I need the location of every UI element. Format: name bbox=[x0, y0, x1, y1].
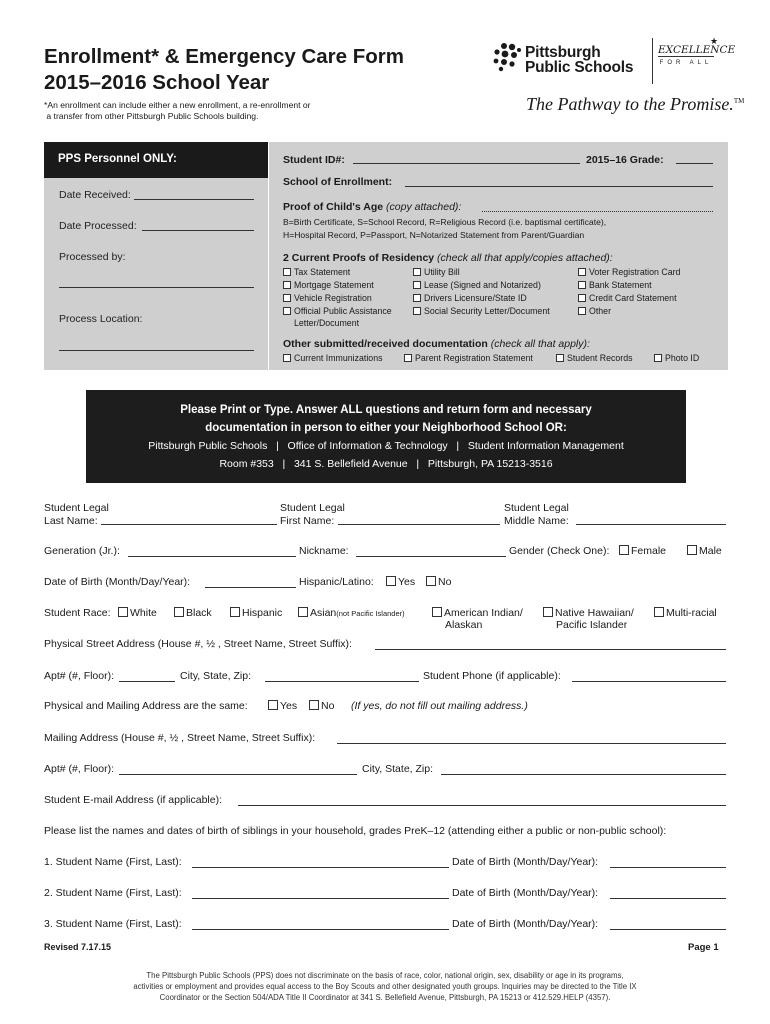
white-label: White bbox=[130, 607, 157, 619]
age-proof-note: (copy attached): bbox=[383, 201, 462, 213]
age-proof-field[interactable] bbox=[482, 211, 713, 212]
checkbox-icon bbox=[283, 294, 291, 302]
res-option-label: Other bbox=[589, 306, 612, 316]
checkbox-icon bbox=[578, 307, 586, 315]
sibling-3-label: 3. Student Name (First, Last): bbox=[44, 918, 182, 930]
mailing-city-label: City, State, Zip: bbox=[362, 763, 433, 775]
pps-personnel-heading: PPS Personnel ONLY: bbox=[44, 142, 268, 178]
checkbox-icon bbox=[298, 607, 308, 617]
checkbox-icon bbox=[174, 607, 184, 617]
siblings-instruction: Please list the names and dates of birth of siblings in your household, grades PreK–12 (attending either a public or non-public school): bbox=[44, 825, 667, 837]
first-name-label-2: First Name: bbox=[280, 515, 335, 527]
dob-label: Date of Birth (Month/Day/Year): bbox=[44, 576, 191, 588]
city-field[interactable] bbox=[265, 681, 419, 682]
female-label: Female bbox=[631, 545, 667, 557]
checkbox-icon bbox=[687, 545, 697, 555]
sibling-3-dob-field[interactable] bbox=[610, 929, 726, 930]
nondiscrimination-notice bbox=[60, 970, 710, 1003]
note-line1: *An enrollment can include either a new enrollment, a re-enrollment or bbox=[44, 100, 311, 110]
checkbox-icon bbox=[654, 607, 664, 617]
age-codes-line1: B=Birth Certificate, S=School Record, R=Religious Record (i.e. baptismal certificate), bbox=[283, 217, 607, 227]
checkbox-icon bbox=[118, 607, 128, 617]
residency-label: 2 Current Proofs of Residency bbox=[283, 252, 435, 264]
doc-option-label: Photo ID bbox=[665, 353, 700, 363]
date-received-label: Date Received: bbox=[59, 189, 131, 201]
checkbox-icon bbox=[283, 268, 291, 276]
hawaiian-cont: Pacific Islander bbox=[556, 619, 628, 631]
checkbox-icon bbox=[413, 281, 421, 289]
checkbox-icon bbox=[578, 281, 586, 289]
american-indian-cont: Alaskan bbox=[445, 619, 483, 631]
doc-option-label: Parent Registration Statement bbox=[415, 353, 533, 363]
checkbox-icon bbox=[654, 354, 662, 362]
res-voter-checkbox[interactable] bbox=[578, 266, 680, 279]
res-ssn-checkbox[interactable] bbox=[413, 305, 550, 318]
trademark-mark: TM bbox=[733, 97, 745, 105]
middle-name-label bbox=[504, 502, 569, 528]
student-id-field[interactable] bbox=[353, 163, 580, 164]
race-asian-checkbox[interactable] bbox=[298, 607, 405, 620]
for-all-text: FOR ALL bbox=[659, 60, 713, 66]
page-number: Page 1 bbox=[688, 942, 719, 953]
same-yes-checkbox[interactable] bbox=[268, 700, 297, 713]
sibling-1-dob-label: Date of Birth (Month/Day/Year): bbox=[452, 856, 599, 868]
other-docs-note: (check all that apply): bbox=[487, 338, 590, 350]
form-title bbox=[44, 44, 404, 96]
school-label: School of Enrollment: bbox=[283, 176, 393, 188]
instructions-line2: documentation in person to either your Neighborhood School OR: bbox=[205, 422, 567, 434]
res-credit-checkbox[interactable] bbox=[578, 292, 677, 305]
email-field[interactable] bbox=[238, 805, 726, 806]
res-option-label: Credit Card Statement bbox=[589, 293, 677, 303]
checkbox-icon bbox=[283, 281, 291, 289]
sibling-1-name-field[interactable] bbox=[192, 867, 449, 868]
checkbox-icon bbox=[426, 576, 436, 586]
checkbox-icon bbox=[230, 607, 240, 617]
logo-divider bbox=[652, 38, 653, 84]
revised-date: Revised 7.17.15 bbox=[44, 942, 112, 952]
checkbox-icon bbox=[619, 545, 629, 555]
checkbox-icon bbox=[386, 576, 396, 586]
checkbox-icon bbox=[413, 307, 421, 315]
hispanic-label: Hispanic/Latino: bbox=[299, 576, 374, 588]
res-license-checkbox[interactable] bbox=[413, 292, 527, 305]
race-black-checkbox[interactable] bbox=[174, 607, 212, 620]
residency-heading bbox=[283, 252, 613, 264]
checkbox-icon bbox=[283, 307, 291, 315]
logo-name bbox=[525, 45, 633, 75]
res-option-label: Vehicle Registration bbox=[294, 293, 372, 303]
sibling-3-name-field[interactable] bbox=[192, 929, 449, 930]
disc-line1: The Pittsburgh Public Schools (PPS) does not discriminate on the basis of race, color, national origin, sex, disability or age in its programs, bbox=[146, 971, 624, 980]
res-other-checkbox[interactable] bbox=[578, 305, 611, 318]
dob-field[interactable] bbox=[205, 587, 296, 588]
date-processed-field[interactable] bbox=[142, 230, 254, 231]
instructions-line4: Room #353 | 341 S. Bellefield Avenue | Pittsburgh, PA 15213-3516 bbox=[219, 458, 553, 470]
nickname-field[interactable] bbox=[356, 556, 506, 557]
middle-name-field[interactable] bbox=[576, 524, 726, 525]
tagline bbox=[526, 94, 744, 115]
res-vehicle-checkbox[interactable] bbox=[283, 292, 372, 305]
yes-label: Yes bbox=[280, 700, 298, 712]
star-icon: ★ bbox=[710, 36, 719, 46]
sibling-2-dob-label: Date of Birth (Month/Day/Year): bbox=[452, 887, 599, 899]
gender-label: Gender (Check One): bbox=[509, 545, 610, 557]
date-received-field[interactable] bbox=[134, 199, 254, 200]
pps-logo bbox=[492, 36, 745, 120]
multiracial-label: Multi-racial bbox=[666, 607, 717, 619]
last-name-label bbox=[44, 502, 109, 528]
instructions-box bbox=[86, 390, 686, 483]
doc-immunizations-checkbox[interactable] bbox=[283, 352, 383, 365]
phone-label: Student Phone (if applicable): bbox=[423, 670, 561, 682]
female-checkbox[interactable] bbox=[619, 545, 666, 558]
logo-name-line1: Pittsburgh bbox=[525, 44, 601, 61]
sibling-2-name-field[interactable] bbox=[192, 898, 449, 899]
race-multiracial-checkbox[interactable] bbox=[654, 607, 717, 620]
res-utility-checkbox[interactable] bbox=[413, 266, 460, 279]
res-option-label: Mortgage Statement bbox=[294, 280, 374, 290]
first-name-field[interactable] bbox=[338, 524, 500, 525]
hispanic-no-checkbox[interactable] bbox=[426, 576, 451, 589]
sibling-1-dob-field[interactable] bbox=[610, 867, 726, 868]
checkbox-icon bbox=[268, 700, 278, 710]
processed-by-label: Processed by: bbox=[59, 251, 126, 263]
generation-label: Generation (Jr.): bbox=[44, 545, 120, 557]
other-docs-heading bbox=[283, 338, 590, 350]
first-name-label-1: Student Legal bbox=[280, 502, 345, 514]
res-option-label: Utility Bill bbox=[424, 267, 460, 277]
other-docs-label: Other submitted/received documentation bbox=[283, 338, 488, 350]
note-line2: a transfer from other Pittsburgh Public Schools building. bbox=[44, 111, 259, 121]
age-proof-codes bbox=[283, 216, 606, 242]
sibling-3-dob-label: Date of Birth (Month/Day/Year): bbox=[452, 918, 599, 930]
mailing-apt-label: Apt# (#, Floor): bbox=[44, 763, 115, 775]
res-option-label: Drivers Licensure/State ID bbox=[424, 293, 527, 303]
physical-address-field[interactable] bbox=[375, 649, 726, 650]
doc-option-label: Student Records bbox=[567, 353, 633, 363]
processed-by-field[interactable] bbox=[59, 287, 254, 288]
age-proof-label: Proof of Child's Age bbox=[283, 201, 384, 213]
res-mortgage-checkbox[interactable] bbox=[283, 279, 374, 292]
logo-name-line2: Public Schools bbox=[525, 59, 634, 76]
res-option-label: Voter Registration Card bbox=[589, 267, 681, 277]
checkbox-icon bbox=[543, 607, 553, 617]
asian-label: Asian bbox=[310, 607, 337, 619]
school-field[interactable] bbox=[405, 186, 713, 187]
process-location-label: Process Location: bbox=[59, 313, 143, 325]
last-name-label-1: Student Legal bbox=[44, 502, 109, 514]
mailing-city-field[interactable] bbox=[441, 774, 726, 775]
enrollment-note bbox=[44, 100, 344, 122]
phone-field[interactable] bbox=[572, 681, 726, 682]
first-name-label bbox=[280, 502, 345, 528]
checkbox-icon bbox=[578, 268, 586, 276]
res-lease-checkbox[interactable] bbox=[413, 279, 541, 292]
checkbox-icon bbox=[404, 354, 412, 362]
apt-label: Apt# (#, Floor): bbox=[44, 670, 115, 682]
middle-name-label-1: Student Legal bbox=[504, 502, 569, 514]
mailing-address-label: Mailing Address (House #, ½ , Street Name, Street Suffix): bbox=[44, 732, 316, 744]
hispanic-race-label: Hispanic bbox=[242, 607, 283, 619]
american-indian-label: American Indian/ bbox=[444, 607, 523, 619]
form-title-line2: 2015–2016 School Year bbox=[44, 71, 270, 94]
male-label: Male bbox=[699, 545, 722, 557]
same-address-label: Physical and Mailing Address are the same: bbox=[44, 700, 248, 712]
mailing-apt-field[interactable] bbox=[119, 774, 357, 775]
process-location-field[interactable] bbox=[59, 350, 254, 351]
res-public-assistance-cont: Letter/Document bbox=[294, 318, 360, 328]
hispanic-yes-checkbox[interactable] bbox=[386, 576, 415, 589]
doc-parent-registration-checkbox[interactable] bbox=[404, 352, 533, 365]
tagline-text: The Pathway to the Promise. bbox=[526, 94, 734, 114]
physical-address-label: Physical Street Address (House #, ½ , Street Name, Street Suffix): bbox=[44, 638, 352, 650]
checkbox-icon bbox=[432, 607, 442, 617]
grade-label: 2015–16 Grade: bbox=[586, 154, 664, 166]
res-option-label: Lease (Signed and Notarized) bbox=[424, 280, 541, 290]
email-label: Student E-mail Address (if applicable): bbox=[44, 794, 223, 806]
checkbox-icon bbox=[413, 268, 421, 276]
checkbox-icon bbox=[556, 354, 564, 362]
doc-option-label: Current Immunizations bbox=[294, 353, 383, 363]
doc-student-records-checkbox[interactable] bbox=[556, 352, 633, 365]
middle-name-label-2: Middle Name: bbox=[504, 515, 569, 527]
same-address-note: (If yes, do not fill out mailing address.) bbox=[351, 700, 528, 712]
asian-note: (not Pacific Islander) bbox=[336, 609, 405, 618]
form-title-line1: Enrollment* & Emergency Care Form bbox=[44, 45, 404, 68]
last-name-label-2: Last Name: bbox=[44, 515, 98, 527]
instructions-line1: Please Print or Type. Answer ALL questions and return form and necessary bbox=[180, 404, 592, 416]
residency-note: (check all that apply/copies attached): bbox=[434, 252, 613, 264]
res-tax-checkbox[interactable] bbox=[283, 266, 350, 279]
mailing-address-field[interactable] bbox=[337, 743, 726, 744]
nickname-label: Nickname: bbox=[299, 545, 349, 557]
yes-label: Yes bbox=[398, 576, 416, 588]
disc-line2: activities or employment and provides equal access to the Boy Scouts and other designated youth groups. Inquiries may be directed to the Title IX bbox=[133, 982, 637, 991]
res-option-label: Bank Statement bbox=[589, 280, 652, 290]
res-option-label: Official Public Assistance bbox=[294, 306, 392, 316]
student-id-label: Student ID#: bbox=[283, 154, 345, 166]
checkbox-icon bbox=[283, 354, 291, 362]
city-label: City, State, Zip: bbox=[180, 670, 251, 682]
doc-photo-id-checkbox[interactable] bbox=[654, 352, 699, 365]
instructions-line3: Pittsburgh Public Schools | Office of Information & Technology | Student Information Management bbox=[148, 440, 624, 452]
race-white-checkbox[interactable] bbox=[118, 607, 157, 620]
black-label: Black bbox=[186, 607, 212, 619]
checkbox-icon bbox=[578, 294, 586, 302]
generation-field[interactable] bbox=[128, 556, 296, 557]
age-codes-line2: H=Hospital Record, P=Passport, N=Notarized Statement from Parent/Guardian bbox=[283, 230, 585, 240]
date-processed-label: Date Processed: bbox=[59, 220, 137, 232]
res-option-label: Tax Statement bbox=[294, 267, 351, 277]
race-label: Student Race: bbox=[44, 607, 111, 619]
checkbox-icon bbox=[413, 294, 421, 302]
last-name-field[interactable] bbox=[101, 524, 277, 525]
checkbox-icon bbox=[309, 700, 319, 710]
same-no-checkbox[interactable] bbox=[309, 700, 334, 713]
age-proof-heading bbox=[283, 201, 461, 213]
pps-logo-icon bbox=[492, 42, 522, 72]
race-hispanic-checkbox[interactable] bbox=[230, 607, 282, 620]
excellence-text: EXCELLENCE bbox=[658, 44, 736, 56]
grade-field[interactable] bbox=[676, 163, 713, 164]
res-bank-checkbox[interactable] bbox=[578, 279, 652, 292]
sibling-2-label: 2. Student Name (First, Last): bbox=[44, 887, 182, 899]
no-label: No bbox=[438, 576, 452, 588]
no-label: No bbox=[321, 700, 335, 712]
apt-field[interactable] bbox=[119, 681, 175, 682]
hawaiian-label: Native Hawaiian/ bbox=[555, 607, 634, 619]
male-checkbox[interactable] bbox=[687, 545, 722, 558]
panel-divider bbox=[268, 142, 269, 370]
res-option-label: Social Security Letter/Document bbox=[424, 306, 550, 316]
sibling-2-dob-field[interactable] bbox=[610, 898, 726, 899]
disc-line3: Coordinator or the Section 504/ADA Title II Coordinator at 341 S. Bellefield Avenue, Pittsburgh, PA 15213 or 412.529.HELP (4357). bbox=[159, 993, 611, 1002]
sibling-1-label: 1. Student Name (First, Last): bbox=[44, 856, 182, 868]
